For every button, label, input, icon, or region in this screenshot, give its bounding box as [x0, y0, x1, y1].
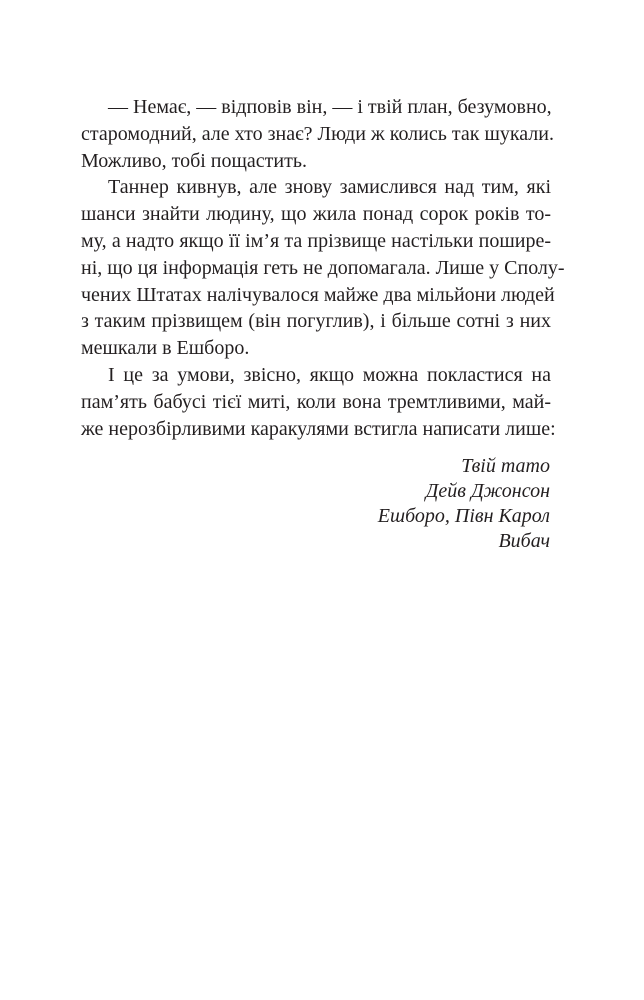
text-line: Можливо, тобі пощастить.	[81, 149, 307, 172]
text-line: ні, що ця інформація геть не допомагала. Лише у Сполу-	[81, 256, 565, 279]
body-text	[81, 94, 565, 442]
text-line: старомодний, але хто знає? Люди ж колись так шукали.	[81, 122, 554, 145]
signature-line: Дейв Джонсон	[425, 480, 550, 502]
text-line: чених Штатах налічувалося майже два мільйони людей	[81, 283, 555, 306]
signature-line: Ешборо, Півн Карол	[377, 505, 550, 527]
signature-line: Вибач	[498, 530, 550, 552]
note-signature	[378, 454, 550, 554]
signature-line: Твій тато	[461, 455, 550, 477]
text-line: Таннер кивнув, але знову замислився над тим, які	[108, 176, 551, 199]
text-line: — Немає, — відповів він, — і твій план, безумовно,	[108, 96, 552, 118]
text-line: же нерозбірливими каракулями встигла написати лише:	[81, 417, 556, 440]
text-line: з таким прізвищем (він погуглив), і більше сотні з них	[81, 310, 551, 333]
text-line: шанси знайти людину, що жила понад сорок років то-	[81, 203, 551, 226]
text-line: І це за умови, звісно, якщо можна покластися на	[108, 363, 551, 386]
text-line: мешкали в Ешборо.	[81, 337, 250, 360]
text-line: пам’ять бабусі тієї миті, коли вона тремтливими, май-	[81, 390, 551, 413]
text-line: му, а надто якщо її ім’я та прізвище настільки пошире-	[81, 229, 551, 252]
